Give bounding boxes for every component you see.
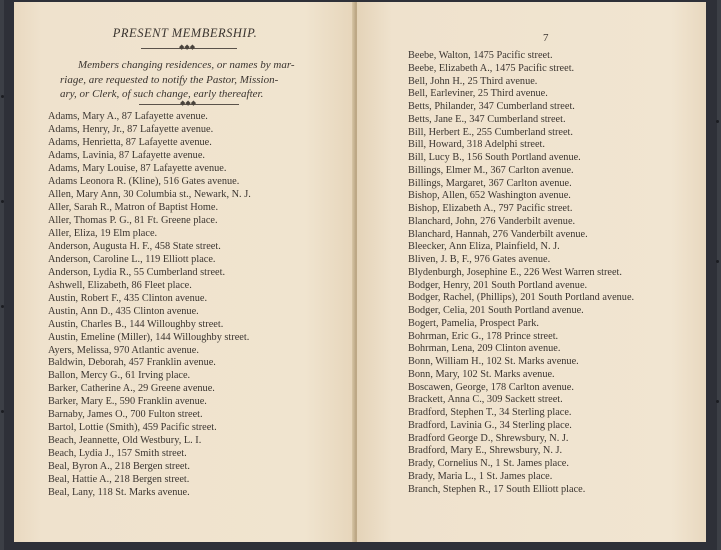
member-entry: Bishop, Allen, 652 Washington avenue. <box>408 190 571 202</box>
member-entry: Beal, Hattie A., 218 Bergen street. <box>48 474 190 485</box>
member-entry: Adams, Henry, Jr., 87 Lafayette avenue. <box>48 124 214 135</box>
page-heading: PRESENT MEMBERSHIP. <box>112 26 258 40</box>
member-entry: Bell, John H., 25 Third avenue. <box>408 75 538 87</box>
member-list-a <box>48 110 251 357</box>
member-entry: Boscawen, George, 178 Carlton avenue. <box>408 381 574 393</box>
member-entry: Blydenburgh, Josephine E., 226 West Warren street. <box>408 266 622 278</box>
member-entry: Bill, Herbert E., 255 Cumberland street. <box>408 126 573 138</box>
scan-edge-mark <box>1 410 4 413</box>
member-entry: Bradford, Stephen T., 34 Sterling place. <box>408 407 572 418</box>
member-entry: Betts, Jane E., 347 Cumberland street. <box>408 113 566 125</box>
right-page <box>357 2 706 542</box>
member-entry: Ballon, Mercy G., 61 Irving place. <box>48 370 191 381</box>
scan-edge-mark <box>716 400 719 403</box>
member-entry: Beal, Lany, 118 St. Marks avenue. <box>48 487 190 498</box>
member-entry: Bohrman, Eric G., 178 Prince street. <box>408 330 559 342</box>
scan-edge-mark <box>1 95 4 98</box>
member-entry: Bishop, Elizabeth A., 797 Pacific street. <box>408 203 573 214</box>
member-entry: Brady, Maria L., 1 St. James place. <box>408 470 553 482</box>
member-entry: Billings, Elmer M., 367 Carlton avenue. <box>408 164 574 176</box>
member-entry: Austin, Robert F., 435 Clinton avenue. <box>48 293 208 304</box>
member-entry: Bodger, Rachel, (Phillips), 201 South Portland avenue. <box>408 292 635 304</box>
member-entry: Bonn, William H., 102 St. Marks avenue. <box>408 356 579 367</box>
scan-edge-mark <box>716 120 719 123</box>
member-entry: Branch, Stephen R., 17 South Elliott place. <box>408 483 586 495</box>
notice-line: ary, or Clerk, of such change, early thereafter. <box>60 88 264 100</box>
member-entry: Bell, Earleviner, 25 Third avenue. <box>408 88 548 100</box>
member-entry: Ashwell, Elizabeth, 86 Fleet place. <box>48 280 192 291</box>
notice-line: Members changing residences, or names by mar- <box>78 59 295 71</box>
member-entry: Bill, Lucy B., 156 South Portland avenue. <box>408 152 581 163</box>
member-entry: Betts, Philander, 347 Cumberland street. <box>408 101 575 112</box>
member-entry: Bohrman, Lena, 209 Clinton avenue. <box>408 343 561 355</box>
member-entry: Beach, Lydia J., 157 Smith street. <box>48 448 187 459</box>
member-entry: Barnaby, James O., 700 Fulton street. <box>48 409 203 420</box>
member-entry: Austin, Ann D., 435 Clinton avenue. <box>48 306 199 317</box>
member-entry: Anderson, Augusta H. F., 458 State street. <box>48 241 221 252</box>
member-entry: Billings, Margaret, 367 Carlton avenue. <box>408 177 572 189</box>
member-entry: Bleecker, Ann Eliza, Plainfield, N. J. <box>408 241 560 253</box>
member-entry: Baldwin, Deborah, 457 Franklin avenue. <box>48 357 216 368</box>
member-entry: Aller, Sarah R., Matron of Baptist Home. <box>48 202 219 213</box>
member-entry: Bogert, Pamelia, Prospect Park. <box>408 317 539 329</box>
member-entry: Adams, Mary Louise, 87 Lafayette avenue. <box>48 163 227 174</box>
membership-notice <box>60 58 322 102</box>
member-entry: Beal, Byron A., 218 Bergen street. <box>48 461 190 472</box>
member-entry: Aller, Eliza, 19 Elm place. <box>48 228 158 239</box>
member-entry: Beach, Jeannette, Old Westbury, L. I. <box>48 435 202 446</box>
member-entry: Bonn, Mary, 102 St. Marks avenue. <box>408 368 555 380</box>
member-entry: Barker, Catherine A., 29 Greene avenue. <box>48 383 215 394</box>
scan-edge-mark <box>716 260 719 263</box>
left-page <box>14 2 356 542</box>
member-entry: Bodger, Celia, 201 South Portland avenue. <box>408 305 584 316</box>
member-entry: Adams, Mary A., 87 Lafayette avenue. <box>48 111 208 122</box>
member-entry: Anderson, Lydia R., 55 Cumberland street. <box>48 267 226 278</box>
member-entry: Anderson, Caroline L., 119 Elliott place. <box>48 254 216 265</box>
scan-edge-mark <box>1 200 4 203</box>
member-entry: Allen, Mary Ann, 30 Columbia st., Newark, N. J. <box>48 189 251 200</box>
member-entry: Adams, Henrietta, 87 Lafayette avenue. <box>48 137 212 148</box>
member-entry: Adams, Lavinia, 87 Lafayette avenue. <box>48 150 205 161</box>
member-entry: Brackett, Anna C., 309 Sackett street. <box>408 394 563 406</box>
member-entry: Adams Leonora R. (Kline), 516 Gates avenue. <box>48 176 240 187</box>
member-entry: Bradford, Lavinia G., 34 Sterling place. <box>408 419 572 431</box>
notice-line: riage, are requested to notify the Pastor, Mission- <box>60 73 279 86</box>
rule-ornament: ◆◆◆ <box>179 43 196 51</box>
member-list-b <box>48 356 217 499</box>
page-number: 7 <box>543 32 549 44</box>
member-entry: Austin, Emeline (Miller), 144 Willoughby street. <box>48 332 250 343</box>
member-entry: Bradford, Mary E., Shrewsbury, N. J. <box>408 445 563 457</box>
member-entry: Bodger, Henry, 201 South Portland avenue. <box>408 279 588 291</box>
member-entry: Brady, Cornelius N., 1 St. James place. <box>408 458 569 469</box>
member-entry: Bliven, J. B, F., 976 Gates avenue. <box>408 254 551 265</box>
member-entry: Blanchard, John, 276 Vanderbilt avenue. <box>408 215 576 227</box>
rule-ornament: ◆◆◆ <box>180 99 197 107</box>
scan-edge-mark <box>1 305 4 308</box>
member-list-c <box>408 50 634 496</box>
member-entry: Beebe, Elizabeth A., 1475 Pacific street. <box>408 62 575 74</box>
member-entry: Bartol, Lottie (Smith), 459 Pacific street. <box>48 422 217 433</box>
member-entry: Ayers, Melissa, 970 Atlantic avenue. <box>48 345 199 356</box>
member-entry: Blanchard, Hannah, 276 Vanderbilt avenue. <box>408 228 588 240</box>
member-entry: Barker, Mary E., 590 Franklin avenue. <box>48 396 207 407</box>
member-entry: Bill, Howard, 318 Adelphi street. <box>408 139 545 151</box>
member-entry: Aller, Thomas P. G., 81 Ft. Greene place. <box>48 215 218 226</box>
member-entry: Bradford George D., Shrewsbury, N. J. <box>408 432 569 444</box>
member-entry: Austin, Charles B., 144 Willoughby street. <box>48 319 224 330</box>
member-entry: Beebe, Walton, 1475 Pacific street. <box>408 50 553 61</box>
